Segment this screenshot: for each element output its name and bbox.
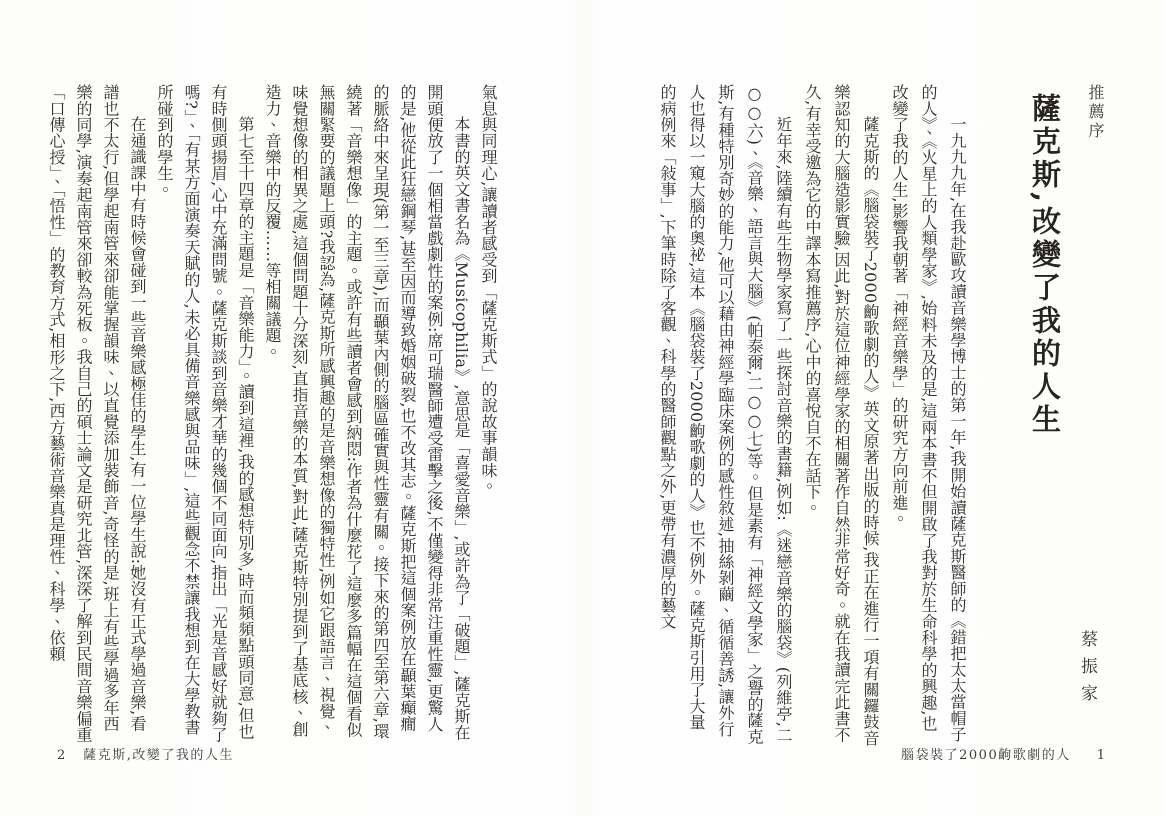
running-title-left: 薩克斯,改變了我的人生 (83, 748, 234, 763)
page-number-right: 1 (1096, 748, 1105, 763)
page-title: 薩克斯,改變了我的人生 (1028, 93, 1062, 438)
paragraph: 在通識課中有時候會碰到一些音樂感極佳的學生,有一位學生說:她沒有正式學過音樂,看譜也不太行,但學起南管來卻能掌握韻味、以直覺添加裝飾音,奇怪的是,班上有些學過多年西樂的同學,演奏起南管來卻較為死板。我自己的碩士論文是研究北管,深深了解到民間音樂偏重「口傳心授」、「悟性」的教育方式,相形之下,西方藝術音樂真是理性、科學、依賴 (47, 84, 147, 743)
paragraph: 第七至十四章的主題是「音樂能力」。讀到這裡,我的感想特別多,時而頻頻點頭同意,但也有時側頭揚眉,心中充滿問號。薩克斯談到音樂才華的幾個不同面向,指出「光是音感好就夠了嗎?」、「有某方面演奏天賦的人,未必具備音樂感與品味」,這些觀念不禁讓我想到在大學教書所碰到的學生。 (155, 84, 255, 743)
page-left-body-text (43, 84, 502, 746)
running-title-right: 腦袋裝了2000齣歌劇的人 (901, 748, 1071, 763)
paragraph: 一九九九年,在我赴歐攻讀音樂學博士的第一年,我開始讀薩克斯醫師的《錯把太太當帽子的人》、《火星上的人類學家》,始料未及的是,這兩本書不但開啟了我對於生命科學的興趣,也改變了我的人生,影響我朝著「神經音樂學」的研究方向前進。 (890, 84, 967, 743)
paragraph: 薩克斯的《腦袋裝了2000齣歌劇的人》英文原著出版的時候,我正在進行一項有關鑼鼓音樂認知的大腦造影實驗,因此,對於這位神經學家的相關著作自然非常好奇。就在我讀完此書不久,有幸受邀為它的中譯本寫推薦序,心中的喜悅自不在話下。 (803, 84, 880, 747)
author-name: 蔡振家 (1077, 630, 1097, 711)
page-right-footer (901, 744, 1105, 763)
paragraph: 近年來,陸續有些生物學家寫了一些探討音樂的書籍,例如:《迷戀音樂的腦袋》(列維亭,二○○六)、《音樂、語言與大腦》(帕泰爾,二○○七)等。但是素有「神經文學家」之譽的薩克斯,有種特別奇妙的能力,他可以藉由神經學臨床案例的感性敘述,抽絲剝繭、循循善誘,讓外行人也得以一窺大腦的奧祕,這本《腦袋裝了2000齣歌劇的人》也不例外。薩克斯引用了大量的病例來「敍事」,下筆時除了客觀、科學的醫師觀點之外,更帶有濃厚的藝文 (658, 84, 793, 745)
section-label: 推薦序 (1086, 84, 1105, 141)
paragraph: 氣息與同理心,讓讀者感受到「薩克斯式」的說故事韻味。 (479, 84, 498, 495)
page-left-footer (57, 744, 234, 763)
page-number-left: 2 (57, 748, 66, 763)
page-right-body-text (653, 84, 972, 746)
chapter-heading (1024, 84, 1112, 724)
paragraph: 本書的英文書名為《Musicophilia》,意思是「喜愛音樂」,或許為了「破題」,薩克斯在開頭便放了一個相當戲劇性的案例:席可瑞醫師遭受雷擊之後,不僅變得非常注重性靈,更驚人的是,他從此狂戀鋼琴,甚至因而導致婚姻破裂,也不改其志。薩克斯把這個案例放在顳葉癲癇的脈絡中來呈現(第一至三章),而顳葉內側的腦區確實與性靈有關。接下來的第四至第六章,環繞著「音樂想像」的主題。或許有些讀者會感到納悶:作者為什麼花了這麼多篇幅在這個看似無關緊要的議題上頭?我認為,薩克斯所感興趣的是音樂想像的獨特性,例如它跟語言、視覺、味覺想像的相異之處,這個問題十分深刻,直指音樂的本質,對此,薩克斯特別提到了基底核、創造力、音樂中的反覆……等相關議題。 (263, 84, 471, 741)
